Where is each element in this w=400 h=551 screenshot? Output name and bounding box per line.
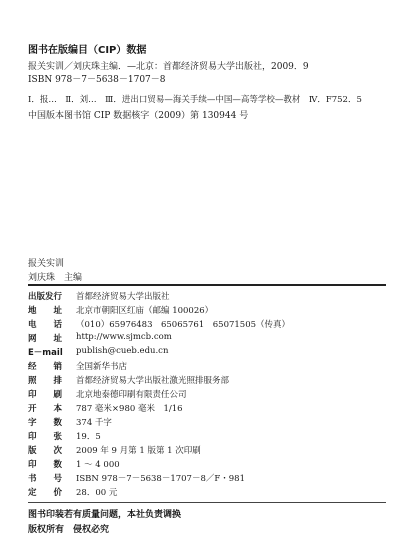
detail-value: ISBN 978－7－5638－1707－8／F・981	[76, 474, 245, 484]
detail-label: 地 址	[28, 306, 63, 316]
cip-line-3: Ⅰ．报… Ⅱ．刘… Ⅲ．进出口贸易—海关手续—中国—高等学校—教材 Ⅳ．F752．5	[28, 95, 362, 105]
detail-label: 照 排	[28, 376, 63, 386]
detail-value: 北京市朝阳区红庙（邮编 100026）	[76, 306, 214, 316]
detail-value: publish@cueb.edu.cn	[76, 346, 169, 356]
detail-label: 经 销	[28, 362, 63, 372]
detail-label: E－mail	[28, 348, 63, 358]
cip-line-2: ISBN 978－7－5638－1707－8	[28, 75, 166, 85]
detail-value: 全国新华书店	[76, 362, 128, 372]
top-divider	[28, 284, 386, 286]
footer-quality-notice: 图书印装若有质量问题，本社负责调换	[28, 510, 182, 520]
detail-label: 字 数	[28, 418, 63, 428]
book-editor: 刘庆珠 主编	[28, 273, 83, 283]
detail-value: （010）65976483 65065761 65071505（传真）	[76, 320, 291, 330]
detail-value: 首都经济贸易大学出版社	[76, 292, 170, 302]
detail-label: 印 数	[28, 460, 63, 470]
detail-label: 定 价	[28, 488, 63, 498]
detail-value: 28．00 元	[76, 488, 118, 498]
detail-value: 787 毫米×980 毫米 1/16	[76, 404, 183, 414]
detail-label: 书 号	[28, 474, 63, 484]
detail-value: http://www.sjmcb.com	[76, 332, 172, 342]
detail-label: 印 刷	[28, 390, 63, 400]
detail-label: 电 话	[28, 320, 63, 330]
footer-copyright: 版权所有 侵权必究	[28, 525, 110, 535]
detail-value: 首都经济贸易大学出版社激光照排服务部	[76, 376, 230, 386]
cip-heading: 图书在版编目（CIP）数据	[28, 45, 147, 56]
detail-label: 开 本	[28, 404, 63, 414]
cip-line-4: 中国版本图书馆 CIP 数据核字（2009）第 130944 号	[28, 111, 249, 121]
detail-value: 1 ～ 4 000	[76, 460, 120, 470]
detail-label: 印 张	[28, 432, 63, 442]
cip-line-1: 报关实训／刘庆珠主编．—北京：首都经济贸易大学出版社，2009．9	[28, 62, 309, 72]
detail-value: 2009 年 9 月第 1 版第 1 次印刷	[76, 446, 201, 456]
detail-label: 网 址	[28, 334, 63, 344]
bottom-divider	[28, 502, 386, 503]
detail-label: 出版发行	[28, 292, 63, 302]
detail-value: 374 千字	[76, 418, 112, 428]
detail-value: 19．5	[76, 432, 101, 442]
detail-label: 版 次	[28, 446, 63, 456]
detail-value: 北京地泰德印刷有限责任公司	[76, 390, 187, 400]
book-title: 报关实训	[28, 259, 65, 269]
